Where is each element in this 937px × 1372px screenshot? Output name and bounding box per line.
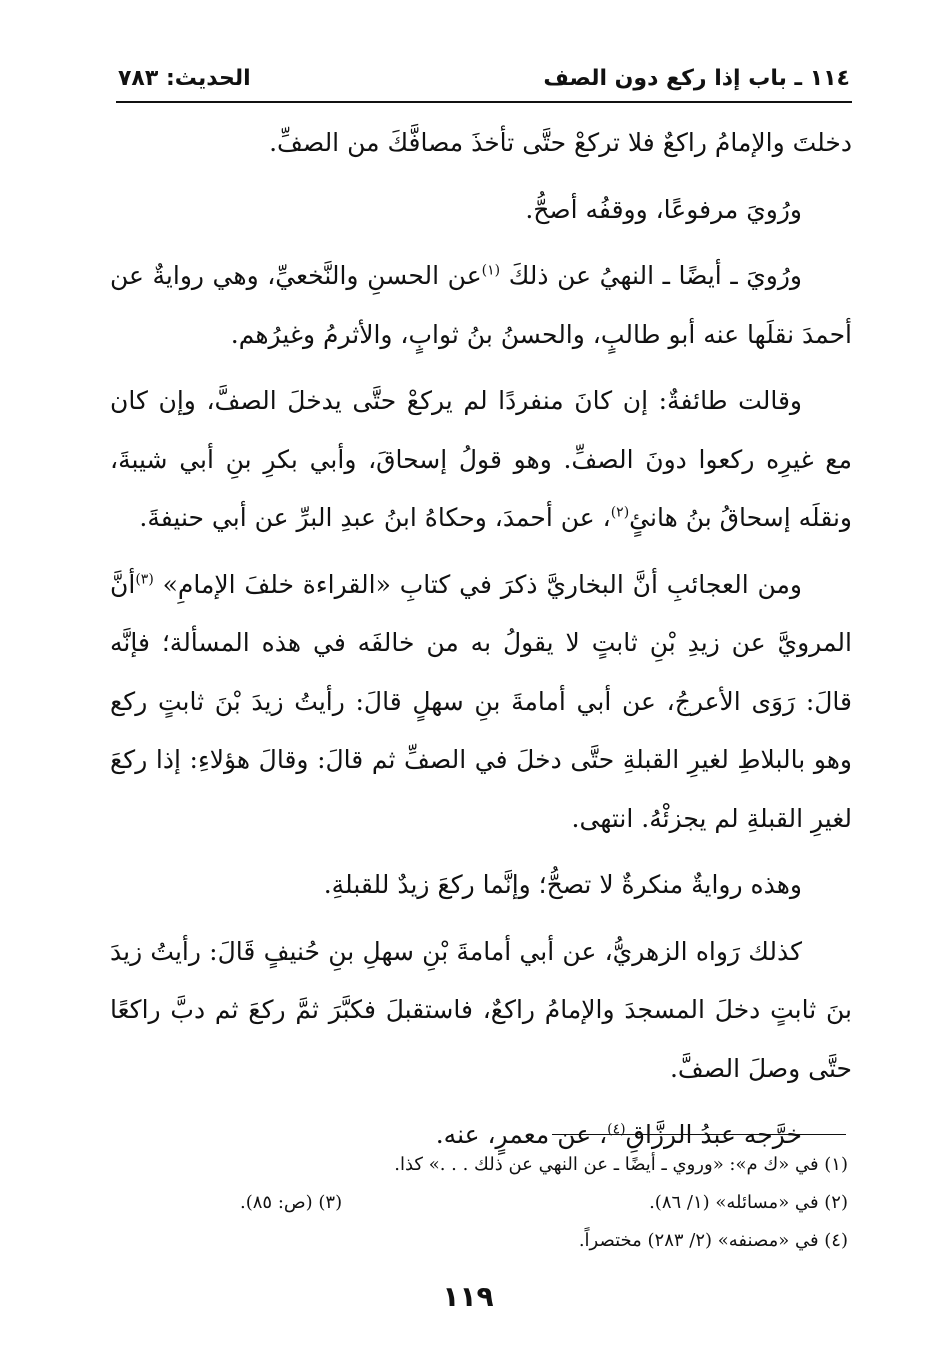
- paragraph-2: ورُويَ مرفوعًا، ووقفُه أصحُّ.: [525, 194, 802, 224]
- paragraph-3-text-a: ورُويَ ـ أيضًا ـ النهيُ عن ذلكَ: [508, 261, 802, 290]
- footnote-divider: [552, 1134, 846, 1135]
- paragraph-4: [110, 372, 852, 548]
- footnote-row-2: [240, 1184, 848, 1222]
- footnote-mark-2: (٢): [610, 504, 630, 521]
- paragraph-6: وهذه روايةٌ منكرةٌ لا تصحُّ؛ وإنَّما ركعَ زيدٌ للقبلةِ.: [323, 870, 802, 899]
- main-text: [110, 114, 852, 1165]
- footnote-mark-3: (٣): [135, 571, 154, 588]
- footnote-row-1: [240, 1146, 848, 1184]
- footnote-2: (٢) في «مسائله» (١/ ٨٦).: [649, 1192, 848, 1213]
- page-number: ١١٩: [442, 1280, 494, 1313]
- paragraph-8-text-b: ، عن معمرٍ، عنه.: [435, 1120, 608, 1149]
- chapter-title: ١١٤ ـ باب إذا ركع دون الصف: [543, 66, 850, 91]
- paragraph-5: [110, 556, 852, 849]
- footnote-3: (٣) (ص: ٨٥).: [240, 1192, 343, 1213]
- paragraph-5-text-b: أنَّ المرويَّ عن زيدِ بْنِ ثابتٍ لا يقولُ به من خالفَه في هذه المسألة؛ فإنَّه قالَ: رَوَى الأعرجُ، عن أبي أمامةَ بنِ سهلٍ قالَ: رأيتُ زيدَ بْنَ ثابتٍ ركع وهو بالبلاطِ لغيرِ القبلةِ حتَّى دخلَ في الصفِّ ثم قالَ: وقالَ هؤلاءِ: إذا ركعَ لغيرِ القبلةِ لم يجزئْهُ. انتهى.: [110, 569, 852, 833]
- paragraph-3: [110, 247, 852, 364]
- paragraph-3-text-b: عن الحسنِ والنَّخعيِّ، وهي روايةٌ عن أحمدَ نقلَها عنه أبو طالبٍ، والحسنُ بنُ ثوابٍ، والأثرمُ وغيرُهم.: [110, 261, 852, 349]
- paragraph-1: دخلتَ والإمامُ راكعٌ فلا تركعْ حتَّى تأخذَ مصافَّكَ من الصفِّ.: [269, 128, 852, 157]
- paragraph-8-text-a: خرَّجه عبدُ الرزَّاقِ: [625, 1120, 802, 1149]
- footnote-mark-4: (٤): [607, 1121, 626, 1138]
- paragraph-4-text-a: وقالت طائفةٌ: إن كانَ منفردًا لم يركعْ حتَّى يدخلَ الصفَّ، وإن كان مع غيرِه ركعوا دونَ الصفِّ. وهو قولُ إسحاقَ، وأبي بكرِ بنِ أبي شيبةَ، ونقلَه إسحاقُ بنُ هانئٍ: [110, 386, 852, 532]
- footnote-mark-1: (١): [481, 262, 501, 279]
- running-header: [118, 62, 850, 100]
- footnote-1: (١) في «ك م»: «وروي ـ أيضًا ـ عن النهي عن ذلك . . .» كذا.: [394, 1154, 848, 1175]
- paragraph-7: كذلك رَواه الزهريُّ، عن أبي أمامةَ بْنِ سهلِ بنِ حُنيفٍ قَالَ: رأيتُ زيدَ بنَ ثابتٍ دخلَ المسجدَ والإمامُ راكعٌ، فاستقبلَ فكبَّرَ ثمَّ ركعَ ثم دبَّ راكعًا حتَّى وصلَ الصفَّ.: [110, 936, 852, 1083]
- hadith-number-label: الحديث: ٧٨٣: [118, 66, 251, 91]
- footnotes: [240, 1146, 848, 1260]
- header-divider: [116, 101, 852, 103]
- footnote-4: (٤) في «مصنفه» (٢/ ٢٨٣) مختصراً.: [578, 1230, 848, 1251]
- paragraph-4-text-b: ، عن أحمدَ، وحكاهُ ابنُ عبدِ البرِّ عن أبي حنيفةَ.: [139, 503, 611, 532]
- footnote-row-3: [240, 1222, 848, 1260]
- paragraph-5-text-a: ومن العجائبِ أنَّ البخاريَّ ذكرَ في كتابِ «القراءة خلفَ الإمامِ»: [162, 569, 802, 599]
